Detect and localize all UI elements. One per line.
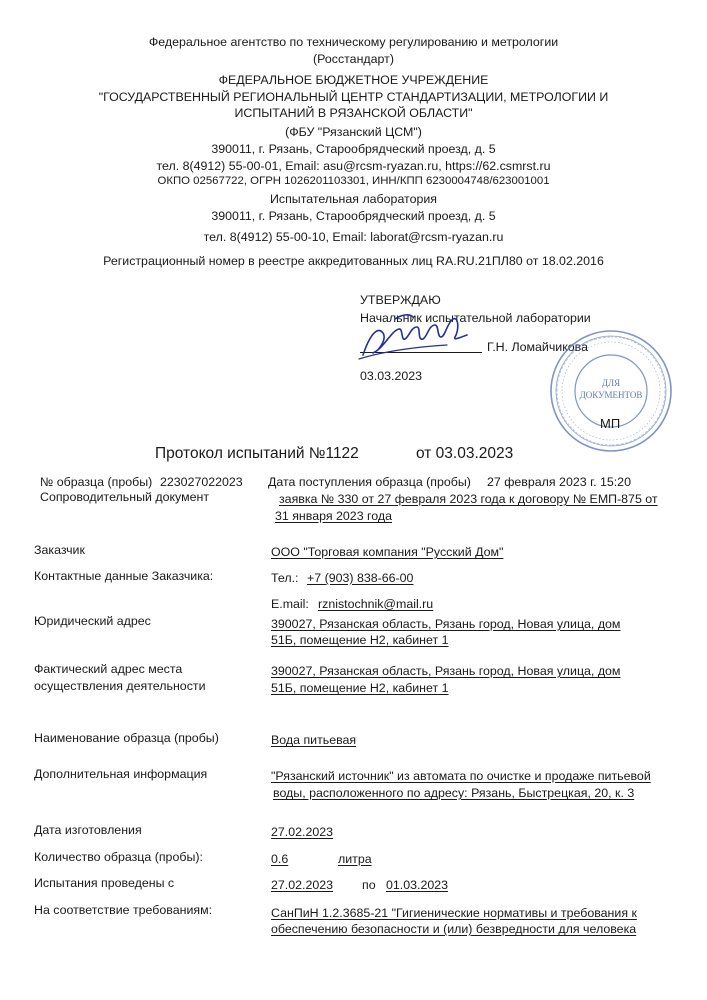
round-stamp <box>548 328 674 454</box>
stamp-place-mark: МП <box>600 416 621 431</box>
institution-contacts: тел. 8(4912) 55-00-01, Email: asu@rcsm-ryazan.ru, https://62.csmrst.ru <box>156 159 551 173</box>
sample-name-value: Вода питьевая <box>271 733 357 747</box>
institution-codes: ОКПО 02567722, ОГРН 1026201103301, ИНН/КПП 6230004748/623001001 <box>157 175 550 187</box>
protocol-title: Протокол испытаний №1122 <box>155 445 359 462</box>
stamp-inner-1: ДЛЯ <box>601 378 621 388</box>
institution-name-line-2: ИСПЫТАНИЙ В РЯЗАНСКОЙ ОБЛАСТИ" <box>234 106 473 120</box>
tests-to-label: по <box>362 878 376 892</box>
approval-heading: УТВЕРЖДАЮ <box>360 293 441 307</box>
extra-info-label: Дополнительная информация <box>34 767 208 781</box>
email-value: rznistochnik@mail.ru <box>318 597 434 611</box>
handwritten-signature <box>355 307 475 365</box>
received-date-label: Дата поступления образца (пробы) <box>268 475 471 489</box>
customer-label: Заказчик <box>34 543 85 557</box>
extra-info-line-1: "Рязанский источник" из автомата по очистке и продаже питьевой <box>271 769 651 783</box>
accompanying-doc-line-1: заявка № 330 от 27 февраля 2023 года к договору № ЕМП-875 от <box>279 492 658 506</box>
sample-number-value: 223027022023 <box>160 475 243 489</box>
actual-address-label-2: осуществления деятельности <box>34 679 206 693</box>
tests-to-date: 01.03.2023 <box>386 878 449 892</box>
tests-from-date: 27.02.2023 <box>271 878 334 892</box>
lab-address: 390011, г. Рязань, Старообрядческий проезд, д. 5 <box>211 209 496 223</box>
received-date-value: 27 февраля 2023 г. 15:20 <box>487 475 631 489</box>
sample-name-label: Наименование образца (пробы) <box>34 731 219 745</box>
requirements-line-2: обеспечению безопасности и (или) безвредности для человека <box>271 922 637 936</box>
lab-name: Испытательная лаборатория <box>269 192 438 206</box>
legal-address-line-1: 390027, Рязанская область, Рязань город, Новая улица, дом <box>271 617 621 631</box>
institution-address: 390011, г. Рязань, Старообрядческий проезд, д. 5 <box>211 142 496 156</box>
contact-label: Контактные данные Заказчика: <box>34 569 214 583</box>
requirements-line-1: СанПиН 1.2.3685-21 "Гигиенические нормативы и требования к <box>271 906 637 920</box>
institution-type: ФЕДЕРАЛЬНОЕ БЮДЖЕТНОЕ УЧРЕЖДЕНИЕ <box>218 73 489 87</box>
actual-address-line-2: 51Б, помещение Н2, кабинет 1 <box>271 681 449 695</box>
institution-name-line-1: "ГОСУДАРСТВЕННЫЙ РЕГИОНАЛЬНЫЙ ЦЕНТР СТАНДАРТИЗАЦИИ, МЕТРОЛОГИИ И <box>98 90 609 104</box>
lab-contacts: тел. 8(4912) 55-00-10, Email: laborat@rcsm-ryazan.ru <box>203 230 504 244</box>
approval-date: 03.03.2023 <box>360 369 423 383</box>
accompanying-doc-label: Сопроводительный документ <box>40 490 210 504</box>
actual-address-line-1: 390027, Рязанская область, Рязань город, Новая улица, дом <box>271 664 621 678</box>
registry-number: Регистрационный номер в реестре аккредитованных лиц RA.RU.21ПЛ80 от 18.02.2016 <box>103 254 604 268</box>
approver-name: Г.Н. Ломайчикова <box>487 340 588 354</box>
institution-short: (ФБУ "Рязанский ЦСМ") <box>285 125 422 139</box>
requirements-label: На соответствие требованиям: <box>34 903 213 917</box>
accompanying-doc-line-2: 31 января 2023 года <box>275 509 393 523</box>
manufacture-date-value: 27.02.2023 <box>271 825 334 839</box>
agency-short: (Росстандарт) <box>313 52 394 66</box>
agency-name: Федеральное агентство по техническому регулированию и метрологии <box>148 35 559 49</box>
sample-number-label: № образца (пробы) <box>40 475 153 489</box>
actual-address-label-1: Фактический адрес места <box>34 662 183 676</box>
phone-value: +7 (903) 838-66-00 <box>307 571 414 585</box>
protocol-date: от 03.03.2023 <box>416 445 514 462</box>
quantity-unit: литра <box>338 852 372 866</box>
extra-info-line-2: воды, расположенного по адресу: Рязань, Быстрецкая, 20, к. 3 <box>273 786 635 800</box>
legal-address-line-2: 51Б, помещение Н2, кабинет 1 <box>271 633 449 647</box>
customer-value: ООО "Торговая компания "Русский Дом" <box>271 545 504 559</box>
quantity-label: Количество образца (пробы): <box>34 850 203 864</box>
approval-position: Начальник испытательной лаборатории <box>360 311 591 325</box>
legal-address-label: Юридический адрес <box>34 614 151 628</box>
phone-label: Тел.: <box>271 571 299 585</box>
quantity-value: 0.6 <box>271 852 289 866</box>
stamp-inner-2: ДОКУМЕНТОВ <box>579 390 643 400</box>
email-label: E.mail: <box>271 597 309 611</box>
manufacture-date-label: Дата изготовления <box>34 823 142 837</box>
tests-period-label: Испытания проведены с <box>34 876 175 890</box>
